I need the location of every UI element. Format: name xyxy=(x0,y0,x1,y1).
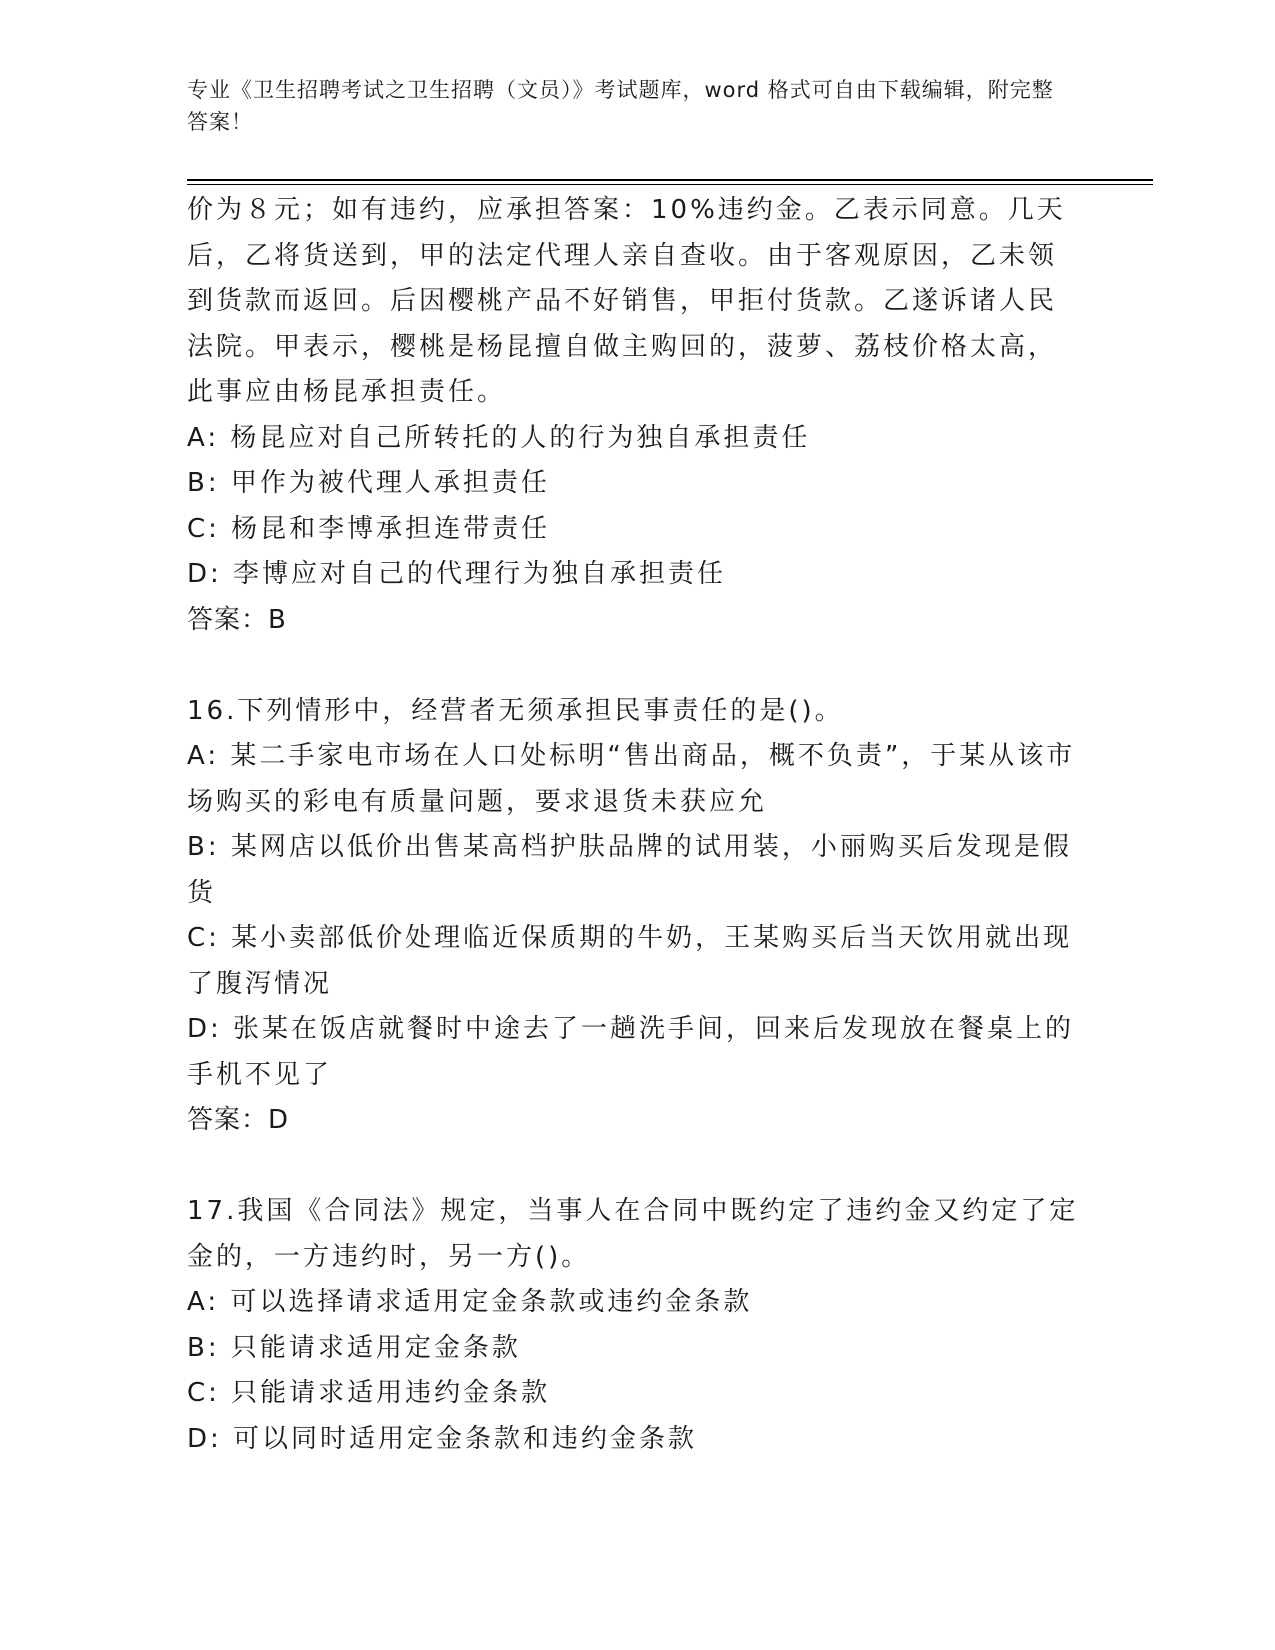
question-15-stem-tail: 价为８元；如有违约，应承担答案：10%违约金。乙表示同意。几天后，乙将货送到，甲的法定代理人亲自查收。由于客观原因，乙未领到货款而返回。后因樱桃产品不好销售，甲拒付货款。乙遂诉诸人民法院。甲表示，樱桃是杨昆擅自做主购回的，菠萝、荔枝价格太高，此事应由杨昆承担责任。 xyxy=(187,195,1066,407)
question-16-option-d: D: 张某在饭店就餐时中途去了一趟洗手间，回来后发现放在餐桌上的手机不见了 xyxy=(187,1014,1075,1090)
spacer xyxy=(187,643,1082,689)
question-15-option-c: C: 杨昆和李博承担连带责任 xyxy=(187,513,551,544)
question-16-stem: 16.下列情形中，经营者无须承担民事责任的是()。 xyxy=(187,695,844,726)
question-16-option-b: B: 某网店以低价出售某高档护肤品牌的试用装，小丽购买后发现是假货 xyxy=(187,832,1072,908)
question-15-option-a: A: 杨昆应对自己所转托的人的行为独自承担责任 xyxy=(187,422,811,453)
question-16-answer: 答案：D xyxy=(187,1105,290,1135)
question-15-option-d: D: 李博应对自己的代理行为独自承担责任 xyxy=(187,559,727,589)
question-16-option-a: A: 某二手家电市场在人口处标明“售出商品，概不负责”，于某从该市场购买的彩电有质量问题，要求退货未获应允 xyxy=(187,741,1076,817)
question-17-option-a: A: 可以选择请求适用定金条款或违约金条款 xyxy=(187,1287,753,1317)
document-body xyxy=(187,188,1082,1462)
question-15-answer: 答案：B xyxy=(187,604,287,635)
question-17-option-c: C: 只能请求适用违约金条款 xyxy=(187,1378,551,1408)
header-rule-thin xyxy=(187,184,1153,185)
question-16-option-c: C: 某小卖部低价处理临近保质期的牛奶，王某购买后当天饮用就出现了腹泻情况 xyxy=(187,923,1073,999)
header-rule-thick xyxy=(187,179,1153,181)
question-17-stem: 17.我国《合同法》规定，当事人在合同中既约定了违约金又约定了定金的，一方违约时，另一方()。 xyxy=(187,1196,1079,1272)
question-17 xyxy=(187,1189,1082,1462)
question-17-option-b: B: 只能请求适用定金条款 xyxy=(187,1332,521,1363)
question-15-option-b: B: 甲作为被代理人承担责任 xyxy=(187,468,550,498)
question-15 xyxy=(187,188,1082,643)
question-16 xyxy=(187,689,1082,1144)
question-17-option-d: D: 可以同时适用定金条款和违约金条款 xyxy=(187,1423,698,1454)
page-header: 专业《卫生招聘考试之卫生招聘（文员）》考试题库，word 格式可自由下载编辑，附完整答案！ xyxy=(187,78,1054,134)
spacer xyxy=(187,1144,1082,1190)
